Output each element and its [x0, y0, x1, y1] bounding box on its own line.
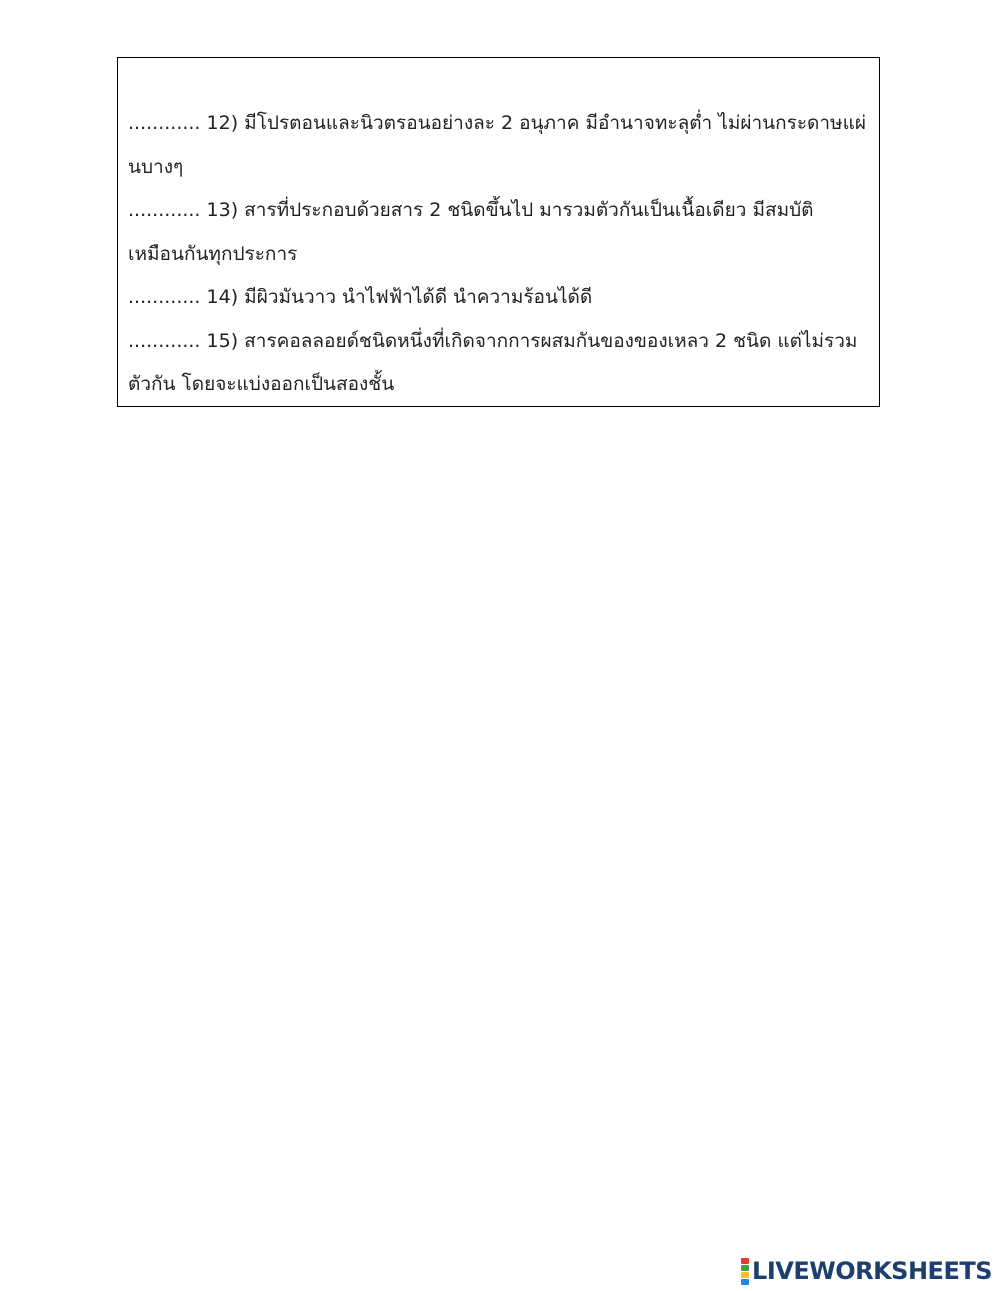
question-text: มีผิวมันวาว นำไฟฟ้าได้ดี นำความร้อนได้ดี [244, 286, 593, 308]
question-text: สารคอลลอยด์ชนิดหนึ่งที่เกิดจากการผสมกันของของเหลว 2 ชนิด แต่ไม่รวมตัวกัน โดยจะแบ่งออกเป็นสองชั้น [128, 329, 858, 395]
answer-blank[interactable]: ............ [128, 329, 201, 352]
logo-block-green [741, 1265, 749, 1271]
question-12 [128, 102, 867, 189]
liveworksheets-logo-icon [741, 1258, 749, 1285]
answer-blank[interactable]: ............ [128, 286, 201, 308]
question-box [117, 57, 880, 407]
question-number: 15) [206, 329, 239, 352]
liveworksheets-logo [741, 1256, 992, 1286]
question-number: 14) [206, 286, 239, 308]
question-15 [128, 320, 867, 407]
question-text: มีโปรตอนและนิวตรอนอย่างละ 2 อนุภาค มีอำนาจทะลุต่ำ ไม่ผ่านกระดาษแผ่นบางๆ [128, 112, 866, 178]
logo-block-red [741, 1258, 749, 1264]
answer-blank[interactable]: ............ [128, 199, 201, 221]
brand-name: LIVEWORKSHEETS [752, 1257, 992, 1285]
question-number: 13) [206, 199, 239, 221]
logo-block-blue [741, 1279, 749, 1285]
logo-block-yellow [741, 1272, 749, 1278]
question-number: 12) [206, 112, 239, 134]
question-14 [128, 276, 867, 320]
question-13 [128, 189, 867, 276]
question-text: สารที่ประกอบด้วยสาร 2 ชนิดขึ้นไป มารวมตัวกันเป็นเนื้อเดียว มีสมบัติเหมือนกันทุกประการ [128, 199, 814, 265]
answer-blank[interactable]: ............ [128, 112, 201, 134]
